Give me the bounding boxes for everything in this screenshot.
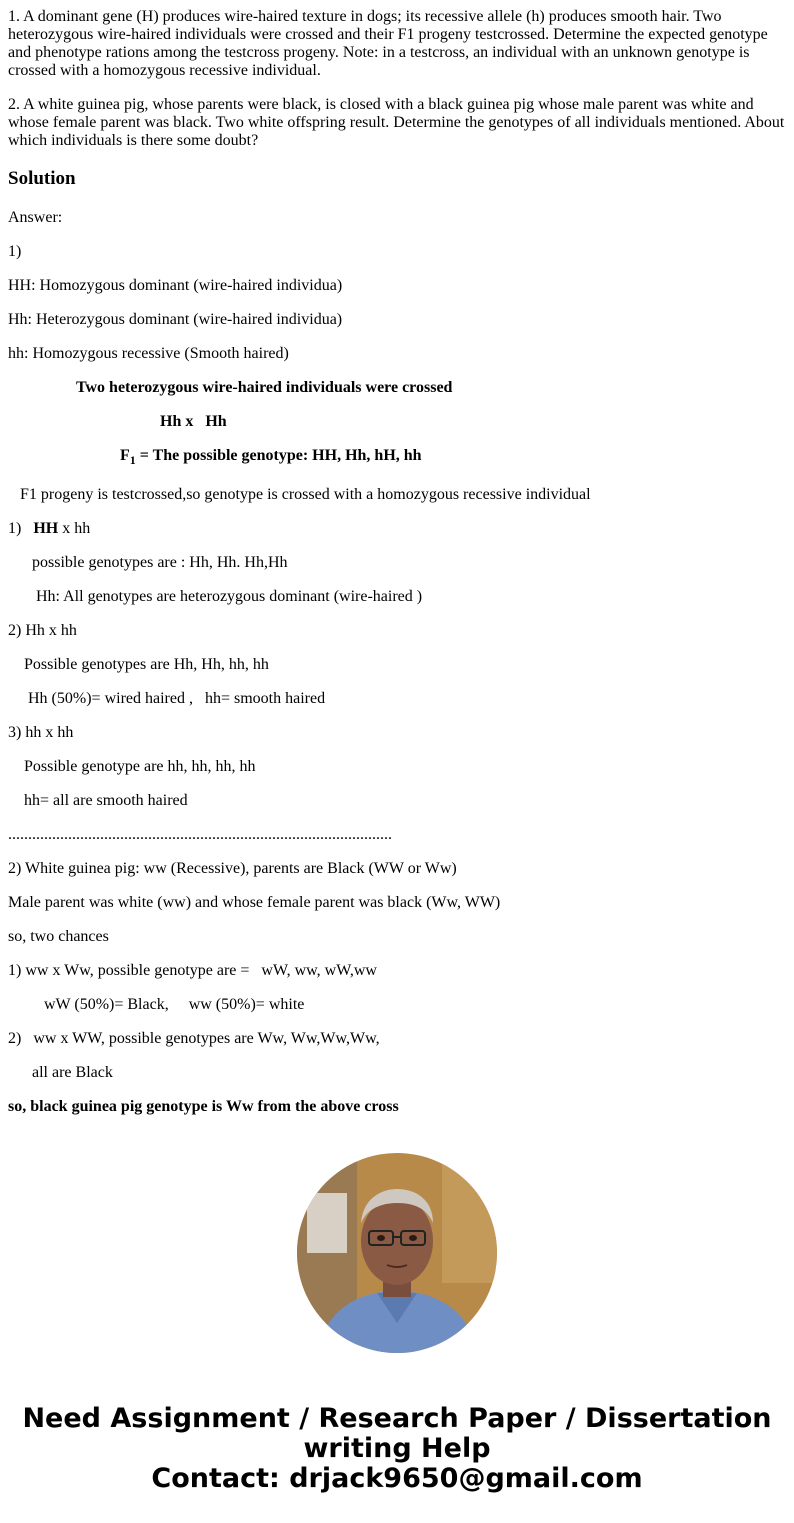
part-2-cross-2: 2) ww x WW, possible genotypes are Ww, Ww,Ww,Ww, [8,1030,380,1047]
hh-dominant-line: HH: Homozygous dominant (wire-haired individua) [8,277,343,294]
part-2-cross-1-phenotype: wW (50%)= Black, ww (50%)= white [44,996,305,1013]
avatar-portrait [297,1153,497,1353]
cross-2-line: 2) Hh x hh [8,622,77,639]
cross-2-genotypes: Possible genotypes are Hh, Hh, hh, hh [24,656,269,673]
cross-2-phenotype: Hh (50%)= wired haired , hh= smooth haired [28,690,326,707]
part-2-cross-1: 1) ww x Ww, possible genotype are = wW, ww, wW,ww [8,962,377,979]
f1-subscript: 1 [129,453,136,467]
avatar [297,1153,497,1353]
cross-1-line [8,520,90,538]
cross-1-num: 1) [8,520,34,537]
part-2-line-1: 2) White guinea pig: ww (Recessive), parents are Black (WW or Ww) [8,860,457,877]
footer-line-2: writing Help [303,1433,491,1464]
hh-heterozygous-line: Hh: Heterozygous dominant (wire-haired individua) [8,311,343,328]
part-1-label: 1) [8,243,22,260]
f1-rest: = The possible genotype: HH, Hh, hH, hh [135,447,422,464]
part-2-cross-2-phenotype: all are Black [32,1064,113,1081]
conclusion: so, black guinea pig genotype is Ww from the above cross [8,1098,399,1115]
f1-line [120,447,422,465]
solution-heading: Solution [8,168,76,189]
footer-banner [0,1404,794,1494]
f1-prefix: F [120,447,130,464]
cross-3-line: 3) hh x hh [8,724,74,741]
cross-3-phenotype: hh= all are smooth haired [24,792,188,809]
cross-1-genotypes: possible genotypes are : Hh, Hh. Hh,Hh [32,554,288,571]
footer-line-1: Need Assignment / Research Paper / Dissertation [22,1403,772,1434]
cross-title: Two heterozygous wire-haired individuals were crossed [76,379,453,396]
part-2-line-2: Male parent was white (ww) and whose female parent was black (Ww, WW) [8,894,501,911]
separator-dots: ................................................................................................ [8,826,392,843]
cross-1-rest: x hh [58,520,91,537]
question-2: 2. A white guinea pig, whose parents were black, is closed with a black guinea pig whose male parent was white and whose female parent was black. Two white offspring result. Determine the genotypes of all individuals mentioned. About which individuals is there some doubt? [8,96,785,149]
cross-1-phenotype: Hh: All genotypes are heterozygous dominant (wire-haired ) [36,588,423,605]
hh-recessive-line: hh: Homozygous recessive (Smooth haired) [8,345,289,362]
footer-contact: Contact: drjack9650@gmail.com [151,1463,643,1494]
part-2-line-3: so, two chances [8,928,109,945]
question-1: 1. A dominant gene (H) produces wire-haired texture in dogs; its recessive allele (h) produces smooth hair. Two heterozygous wire-haired individuals were crossed and their F1 progeny testcrossed. Determine the expected genotype and phenotype rations among the testcross progeny. Note: in a testcross, an individual with an unknown genotype is crossed with a homozygous recessive individual. [8,8,768,79]
testcross-note: F1 progeny is testcrossed,so genotype is crossed with a homozygous recessive individual [20,486,591,503]
cross-1-bold: HH [33,520,59,537]
cross-line: Hh x Hh [160,413,227,430]
answer-label: Answer: [8,209,63,226]
cross-3-genotypes: Possible genotype are hh, hh, hh, hh [24,758,256,775]
